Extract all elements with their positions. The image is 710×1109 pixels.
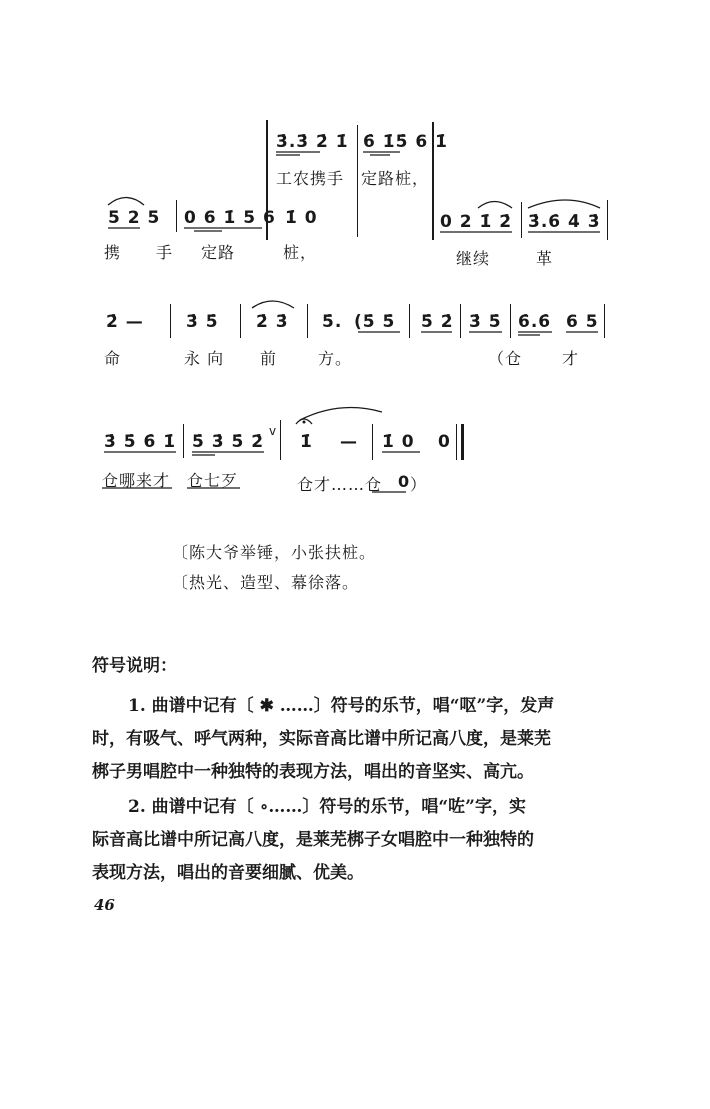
barline — [372, 424, 373, 460]
notes-measure: 2̇ — — [106, 312, 144, 332]
barline — [460, 304, 461, 338]
notes-measure: (5̇ 5̇ — [354, 312, 396, 332]
notes-measure: 6̇ 1̇5̇ 6 1̇ — [363, 132, 448, 152]
barline — [357, 125, 358, 237]
lyric: 方。 — [318, 349, 353, 368]
lyric: 命 — [104, 349, 122, 368]
barline — [170, 304, 171, 338]
barline — [176, 200, 177, 232]
lyric: 工农携手 — [276, 169, 345, 188]
lyric: 继续 — [456, 249, 491, 268]
lyric: 定路桩， — [361, 169, 430, 188]
lyric: 前 — [260, 349, 278, 368]
paragraph-line: 时，有吸气、呼气两种，实际音高比谱中所记高八度，是莱芜 — [92, 729, 551, 749]
barline — [307, 304, 308, 338]
lyric: 仓才……仓 — [297, 475, 383, 494]
notes-heading: 符号说明： — [92, 656, 177, 676]
notes-measure: 2̇ 3̇ — [256, 312, 289, 332]
lyric: 仓哪来才 — [102, 471, 171, 490]
notes-measure: 1̇ — [300, 432, 313, 452]
notes-measure: 0 — [438, 432, 451, 452]
page-number: 46 — [94, 896, 115, 914]
barline — [607, 200, 608, 240]
barline — [409, 304, 410, 338]
slur — [528, 200, 600, 208]
lyric: 才 — [562, 349, 580, 368]
barline — [521, 202, 522, 238]
notes-measure: — — [340, 432, 358, 452]
notes-measure: 3̇ 5̇ 6̇ 1̇ — [104, 432, 177, 452]
paragraph-line: 2. 曲谱中记有〔 ∘……〕符号的乐节，唱“咗”字，实 — [128, 797, 526, 817]
notes-measure: 3̇.3̇ 2̇ 1̇ — [276, 132, 349, 152]
slur — [108, 198, 144, 206]
notes-measure: 6̇.6̇ — [518, 312, 552, 332]
paragraph-line: 梆子男唱腔中一种独特的表现方法，唱出的音坚实、高亢。 — [92, 762, 534, 782]
stage-direction: 〔陈大爷举锤，小张扶桩。 — [172, 543, 377, 562]
notes-measure: 6 5 — [566, 312, 599, 332]
paragraph-line: 1. 曲谱中记有〔 ✱ ……〕符号的乐节，唱“呕”字，发声 — [128, 696, 555, 716]
lyric: ） — [410, 475, 428, 494]
notes-measure: 1̇ 0 — [285, 208, 318, 228]
lyric: 0 — [398, 472, 411, 491]
notes-measure: 3̇ 5̇ — [186, 312, 219, 332]
notes-measure: 0 6 1̇ 5 6 — [184, 208, 276, 228]
barline — [604, 304, 605, 338]
fermata-symbol — [296, 419, 312, 424]
lyric: 手 — [156, 243, 174, 262]
lyric: （仓 — [488, 349, 523, 368]
breath-mark: v — [269, 424, 277, 438]
barline — [456, 424, 457, 460]
paragraph-line: 际音高比谱中所记高八度，是莱芜梆子女唱腔中一种独特的 — [92, 830, 534, 850]
notes-measure: 3̇.6̇ 4̇ 3̇ — [528, 212, 601, 232]
lyric: 定路 — [201, 243, 236, 262]
notes-measure: 5̇. — [322, 312, 343, 332]
paragraph-line: 表现方法，唱出的音要细腻、优美。 — [92, 863, 364, 883]
barline — [280, 420, 281, 460]
stage-direction: 〔热光、造型、幕徐落。 — [172, 573, 360, 592]
notes-measure: 1̇ 0 — [382, 432, 415, 452]
lyric: 桩， — [283, 243, 318, 262]
lyric: 革 — [536, 249, 554, 268]
notes-measure: 5 2 5 — [108, 208, 161, 228]
slur — [478, 202, 512, 209]
lyric: 携 — [104, 243, 122, 262]
slur-tie — [300, 408, 382, 421]
lyric: 永 向 — [184, 349, 225, 368]
notes-measure: 5̇ 2̇ — [421, 312, 454, 332]
notes-measure: 0 2 1̇ 2̇ — [440, 212, 513, 232]
final-barline — [461, 424, 464, 460]
barline — [432, 122, 434, 240]
notes-measure: 5̇ 3̇ 5̇ 2̇ — [192, 432, 265, 452]
lyric: 仓七歹 — [187, 471, 239, 490]
notes-measure: 3̇ 5̇ — [469, 312, 502, 332]
barline — [183, 424, 184, 458]
barline — [240, 304, 241, 338]
slur — [252, 301, 294, 308]
barline — [510, 304, 511, 338]
